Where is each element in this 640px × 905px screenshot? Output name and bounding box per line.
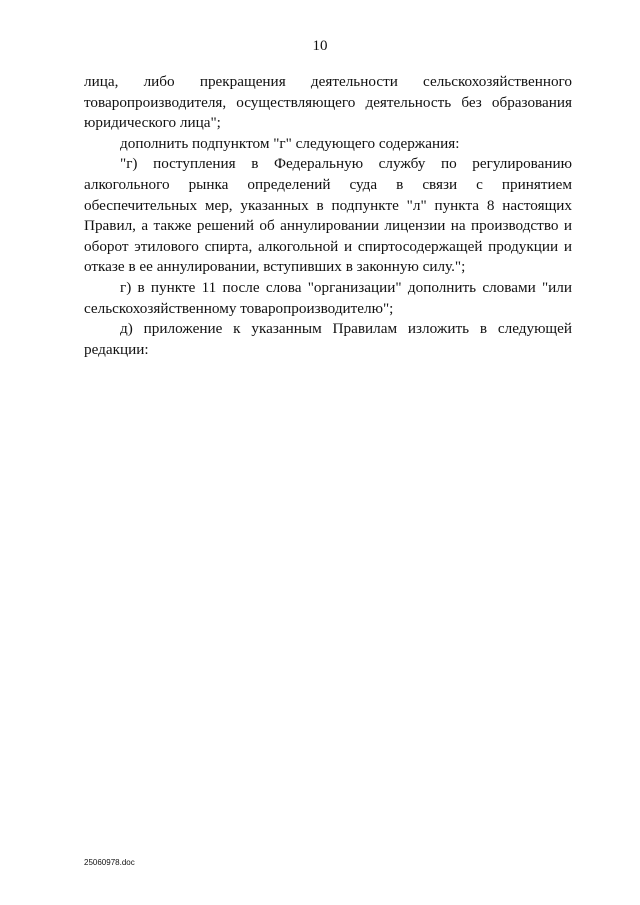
paragraph-add-subitem: дополнить подпунктом "г" следующего содержания: [120, 134, 460, 152]
paragraph-appendix: д) приложение к указанным Правилам изложить в следующей редакции: [84, 320, 572, 358]
paragraph-item-11: г) в пункте 11 после слова "организации" дополнить словами "или сельскохозяйственному товаропроизводителю"; [84, 278, 572, 317]
paragraph-subitem-g: "г) поступления в Федеральную службу по регулированию алкогольного рынка определений суда в связи с принятием обеспечительных мер, указанных в подпункте "л" пункта 8 настоящих Правил, а также решений об аннулировании лицензии на производство и оборот этилового спирта, алкогольной и спиртосодержащей продукции и отказе в ее аннулировании, вступивших в законную силу."; [84, 155, 572, 276]
footer-filename: 25060978.doc [84, 858, 135, 867]
page-number: 10 [312, 38, 328, 54]
paragraph-continuation: лица, либо прекращения деятельности сельскохозяйственного товаропроизводителя, осуществляющего деятельность без образования юридического лица"; [84, 73, 572, 132]
document-body [84, 72, 572, 360]
